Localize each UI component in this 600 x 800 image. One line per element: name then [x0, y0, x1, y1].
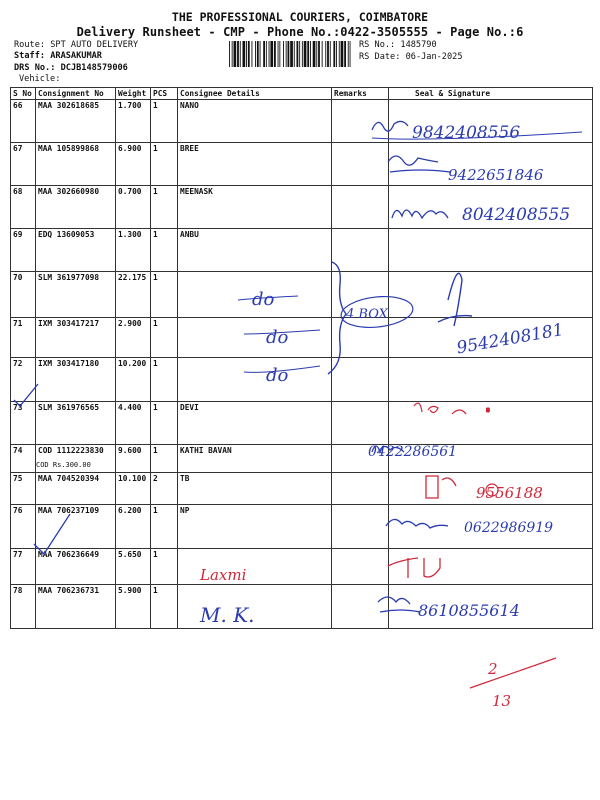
consignee-cell — [178, 549, 332, 585]
consignee-cell — [178, 143, 332, 186]
signature-cell — [389, 186, 593, 229]
consignment-cell-text: MAA 704520394 — [38, 474, 100, 483]
weight-cell-text: 10.200 — [118, 359, 147, 368]
consignee-cell — [178, 358, 332, 402]
consignment-cell — [36, 143, 116, 186]
sno-cell — [11, 549, 36, 585]
rs-no-line — [359, 40, 437, 51]
page-fraction-den: 13 — [492, 692, 512, 710]
weight-cell-text: 2.900 — [118, 319, 142, 328]
sig-75-text: 9556188 — [476, 484, 543, 502]
runsheet-subtitle: Delivery Runsheet - CMP - Phone No.:0422-3505555 - Page No.:6 — [76, 25, 524, 39]
weight-cell — [116, 229, 151, 272]
pcs-cell — [151, 272, 178, 318]
consignee-cell-text: KATHI BAVAN — [180, 446, 232, 455]
weight-cell — [116, 272, 151, 318]
col-pcs: PCS — [151, 88, 178, 100]
signature-cell — [389, 549, 593, 585]
sno-cell-text: 70 — [13, 273, 23, 282]
signature-cell — [389, 143, 593, 186]
sno-cell — [11, 445, 36, 473]
drs-label: DRS No.: — [14, 63, 56, 73]
staff-value: ARASAKUMAR — [50, 51, 102, 61]
weight-cell-text: 6.900 — [118, 144, 142, 153]
sno-cell-text: 71 — [13, 319, 23, 328]
route-label: Route: — [14, 40, 46, 50]
weight-cell — [116, 549, 151, 585]
ditto-70: do — [252, 289, 275, 310]
consignment-cell — [36, 445, 116, 473]
pcs-cell-text: 1 — [153, 319, 158, 328]
signature-cell — [389, 358, 593, 402]
company-title: THE PROFESSIONAL COURIERS, COIMBATORE — [171, 10, 429, 24]
sno-cell-text: 75 — [13, 474, 23, 483]
pcs-cell-text: 1 — [153, 403, 158, 412]
pcs-cell-text: 1 — [153, 586, 158, 595]
col-consignee: Consignee Details — [178, 88, 332, 100]
sno-cell — [11, 229, 36, 272]
staff-label: Staff: — [14, 51, 46, 61]
consignment-cell-text: MAA 706236649 — [38, 550, 100, 559]
consignment-cell-text: COD 1112223830 — [38, 446, 104, 455]
consignee-cell — [178, 445, 332, 473]
consignee-cell — [178, 318, 332, 358]
sno-cell — [11, 402, 36, 445]
pcs-cell-text: 1 — [153, 101, 158, 110]
weight-cell-text: 1.700 — [118, 101, 142, 110]
remarks-cell — [332, 549, 389, 585]
page-fraction-num: 2 — [488, 660, 498, 678]
name-78-text: M. K. — [200, 603, 255, 627]
consignment-cell — [36, 318, 116, 358]
pcs-cell — [151, 100, 178, 143]
rs-date-line — [359, 52, 463, 63]
name-77-text: Laxmi — [200, 566, 247, 584]
sno-cell — [11, 358, 36, 402]
consignment-cell — [36, 402, 116, 445]
pcs-cell — [151, 402, 178, 445]
remarks-cell — [332, 143, 389, 186]
weight-cell-text: 5.650 — [118, 550, 142, 559]
table-row — [11, 445, 593, 473]
drs-value: DCJB148579006 — [60, 63, 128, 73]
sno-cell-text: 68 — [13, 187, 23, 196]
sno-cell — [11, 473, 36, 505]
pcs-cell-text: 1 — [153, 446, 158, 455]
table-row — [11, 549, 593, 585]
consignment-cell-text: SLM 361977098 — [38, 273, 100, 282]
runsheet-table — [10, 87, 593, 629]
sno-cell-text: 73 — [13, 403, 23, 412]
pcs-cell-text: 1 — [153, 273, 158, 282]
consignee-cell — [178, 229, 332, 272]
weight-cell-text: 4.400 — [118, 403, 142, 412]
consignment-cell-text: SLM 361976565 — [38, 403, 100, 412]
consignee-cell — [178, 473, 332, 505]
weight-cell — [116, 358, 151, 402]
consignment-cell — [36, 549, 116, 585]
table-row — [11, 473, 593, 505]
pcs-cell-text: 1 — [153, 187, 158, 196]
sig-67-text: 9422651846 — [448, 166, 544, 184]
signature-cell — [389, 100, 593, 143]
consignee-cell — [178, 100, 332, 143]
pcs-cell — [151, 318, 178, 358]
weight-cell — [116, 402, 151, 445]
sno-cell — [11, 186, 36, 229]
sno-cell-text: 69 — [13, 230, 23, 239]
weight-cell — [116, 186, 151, 229]
weight-cell-text: 9.600 — [118, 446, 142, 455]
pcs-cell — [151, 186, 178, 229]
pcs-cell — [151, 505, 178, 549]
consignee-cell — [178, 585, 332, 629]
remarks-cell — [332, 585, 389, 629]
consignment-cell — [36, 358, 116, 402]
consignment-cell-text: MAA 302660980 — [38, 187, 100, 196]
remarks-cell — [332, 318, 389, 358]
consignee-cell-text: NP — [180, 506, 190, 515]
pcs-cell-text: 1 — [153, 359, 158, 368]
rs-date-label: RS Date: — [359, 52, 401, 62]
consignment-cell-text: MAA 706236731 — [38, 586, 100, 595]
weight-cell-text: 5.900 — [118, 586, 142, 595]
rs-date-value: 06-Jan-2025 — [405, 52, 463, 62]
rs-no-value: 1485790 — [400, 40, 437, 50]
signature-cell — [389, 473, 593, 505]
signature-cell — [389, 505, 593, 549]
table-row — [11, 318, 593, 358]
consignee-cell-text: ANBU — [180, 230, 199, 239]
remarks-cell — [332, 445, 389, 473]
weight-cell-text: 22.175 — [118, 273, 147, 282]
consignment-cell-text: IXM 303417180 — [38, 359, 100, 368]
table-row — [11, 585, 593, 629]
consignment-cell-text: MAA 706237109 — [38, 506, 100, 515]
sno-cell — [11, 272, 36, 318]
sno-cell-text: 72 — [13, 359, 23, 368]
consignment-cell — [36, 229, 116, 272]
col-sno: S No — [11, 88, 36, 100]
pcs-cell-text: 1 — [153, 506, 158, 515]
remarks-cell — [332, 473, 389, 505]
sno-cell — [11, 100, 36, 143]
remarks-cell — [332, 505, 389, 549]
col-consignment: Consignment No — [36, 88, 116, 100]
pcs-cell — [151, 549, 178, 585]
sno-cell-text: 76 — [13, 506, 23, 515]
consignee-cell-text: DEVI — [180, 403, 199, 412]
sig-66-text: 9842408556 — [412, 123, 521, 143]
consignee-cell — [178, 272, 332, 318]
consignee-cell-text: BREE — [180, 144, 199, 153]
sno-cell-text: 67 — [13, 144, 23, 153]
consignment-cell — [36, 505, 116, 549]
table-row — [11, 358, 593, 402]
remarks-cell — [332, 272, 389, 318]
sno-cell — [11, 318, 36, 358]
table-row — [11, 143, 593, 186]
weight-cell — [116, 143, 151, 186]
pcs-cell-text: 1 — [153, 550, 158, 559]
consignee-cell-text: NANO — [180, 101, 199, 110]
table-row — [11, 229, 593, 272]
sig-76-text: 0622986919 — [464, 520, 554, 536]
consignment-cell — [36, 473, 116, 505]
col-weight: Weight — [116, 88, 151, 100]
weight-cell-text: 10.100 — [118, 474, 147, 483]
consignee-cell — [178, 402, 332, 445]
sno-cell-text: 77 — [13, 550, 23, 559]
ditto-72: do — [266, 365, 289, 386]
table-row — [11, 402, 593, 445]
weight-cell — [116, 473, 151, 505]
rs-no-label: RS No.: — [359, 40, 396, 50]
weight-cell — [116, 585, 151, 629]
consignment-cell — [36, 585, 116, 629]
brace-note: 4 BOX — [346, 307, 388, 322]
col-remarks: Remarks — [332, 88, 389, 100]
remarks-cell — [332, 358, 389, 402]
vehicle-label: Vehicle: — [19, 74, 61, 84]
pcs-cell — [151, 445, 178, 473]
remarks-cell — [332, 186, 389, 229]
signature-cell — [389, 585, 593, 629]
sno-cell — [11, 585, 36, 629]
consignment-cell — [36, 186, 116, 229]
sno-cell — [11, 505, 36, 549]
signature-cell — [389, 272, 593, 318]
weight-cell-text: 6.200 — [118, 506, 142, 515]
consignment-cell-text: MAA 105899868 — [38, 144, 100, 153]
consignee-cell-text: MEENASK — [180, 187, 213, 196]
pcs-cell — [151, 358, 178, 402]
weight-cell-text: 0.700 — [118, 187, 142, 196]
consignee-cell — [178, 186, 332, 229]
staff-line — [14, 51, 102, 62]
cod-amount: COD Rs.300.00 — [36, 461, 91, 469]
drs-line — [14, 63, 128, 74]
pcs-cell — [151, 585, 178, 629]
table-header-row — [11, 88, 593, 100]
weight-cell — [116, 505, 151, 549]
pcs-cell-text: 2 — [153, 474, 158, 483]
pcs-cell — [151, 229, 178, 272]
pcs-cell — [151, 473, 178, 505]
sig-74-text: 0422286561 — [368, 444, 458, 460]
consignment-cell — [36, 272, 116, 318]
sig-group-text: 9542408181 — [455, 319, 566, 359]
weight-cell — [116, 445, 151, 473]
table-row — [11, 186, 593, 229]
consignment-cell-text: MAA 302618685 — [38, 101, 100, 110]
consignee-cell-text: TB — [180, 474, 190, 483]
consignee-cell — [178, 505, 332, 549]
route-value: SPT AUTO DELIVERY — [50, 40, 139, 50]
consignment-cell — [36, 100, 116, 143]
col-signature: Seal & Signature — [389, 88, 593, 100]
pcs-cell-text: 1 — [153, 144, 158, 153]
ditto-71: do — [266, 327, 289, 348]
table-row — [11, 100, 593, 143]
pcs-cell — [151, 143, 178, 186]
pcs-cell-text: 1 — [153, 230, 158, 239]
weight-cell-text: 1.300 — [118, 230, 142, 239]
table-row — [11, 272, 593, 318]
signature-cell — [389, 318, 593, 358]
barcode — [228, 41, 352, 67]
sno-cell-text: 78 — [13, 586, 23, 595]
weight-cell — [116, 318, 151, 358]
sno-cell-text: 74 — [13, 446, 23, 455]
sig-68-text: 8042408555 — [462, 205, 571, 225]
table-row — [11, 505, 593, 549]
remarks-cell — [332, 100, 389, 143]
signature-cell — [389, 445, 593, 473]
sig-78-text: 8610855614 — [418, 601, 520, 620]
signature-cell — [389, 402, 593, 445]
sno-cell-text: 66 — [13, 101, 23, 110]
remarks-cell — [332, 402, 389, 445]
weight-cell — [116, 100, 151, 143]
signature-cell — [389, 229, 593, 272]
consignment-cell-text: IXM 303417217 — [38, 319, 100, 328]
consignment-cell-text: EDQ 13609053 — [38, 230, 95, 239]
route-line — [14, 40, 138, 51]
sno-cell — [11, 143, 36, 186]
remarks-cell — [332, 229, 389, 272]
